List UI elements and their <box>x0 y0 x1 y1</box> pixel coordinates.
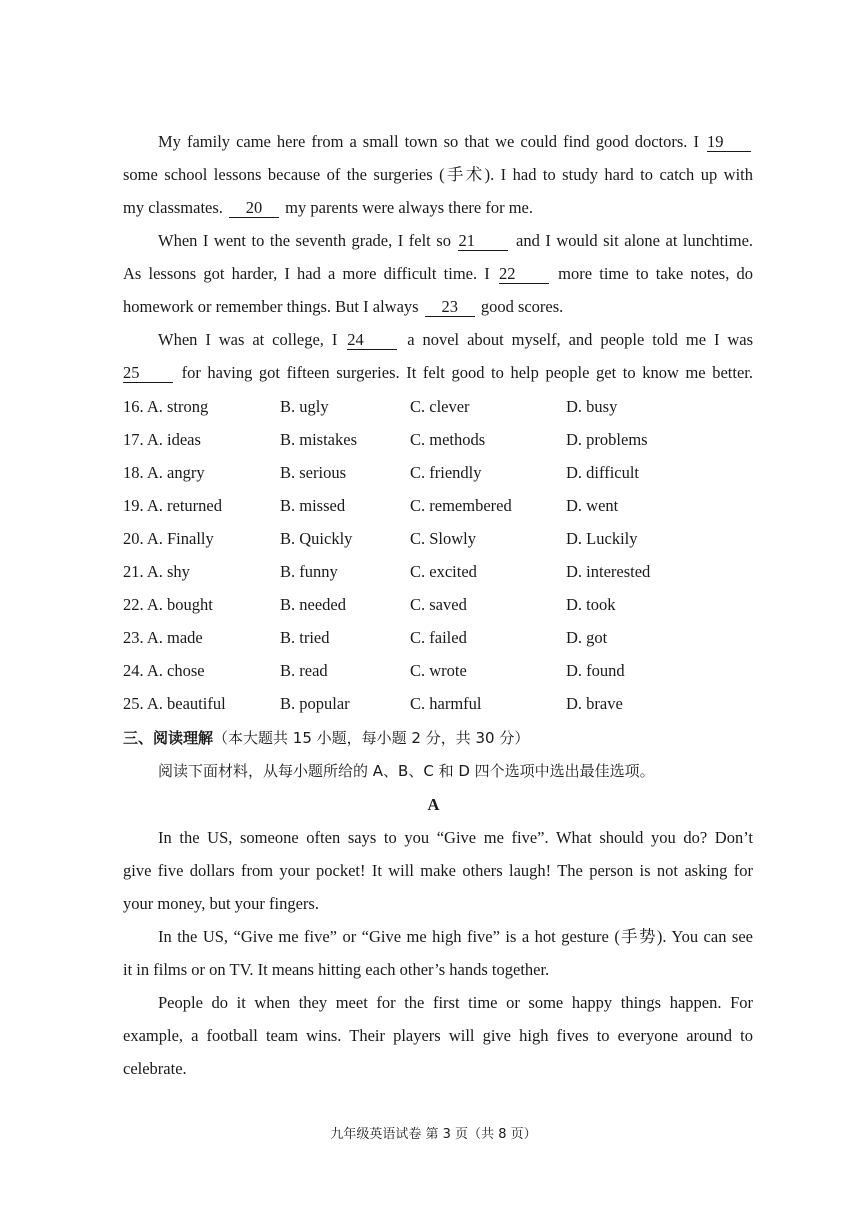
option-c: C. failed <box>410 628 467 647</box>
blank-23: 23 <box>425 298 475 317</box>
question-20-options <box>123 528 753 550</box>
option-a: 17. A. ideas <box>123 430 201 449</box>
option-b: B. funny <box>280 562 338 581</box>
cloze-line-1 <box>158 131 753 153</box>
text: My family came here from a small town so that we could find good doctors. I <box>158 132 699 151</box>
option-a: 20. A. Finally <box>123 529 214 548</box>
option-d: D. got <box>566 628 608 647</box>
option-b: B. Quickly <box>280 529 353 548</box>
option-b: B. mistakes <box>280 430 357 449</box>
blank-24: 24 <box>347 331 397 350</box>
question-23-options <box>123 627 753 649</box>
blank-20: 20 <box>229 199 279 218</box>
text: good scores. <box>480 297 564 316</box>
blank-25: 25 <box>123 364 173 383</box>
text: my classmates. <box>123 198 223 217</box>
passage-a-line-1: In the US, someone often says to you “Give me five”. What should you do? Don’t <box>158 828 753 847</box>
option-c: C. remembered <box>410 496 512 515</box>
option-a: 24. A. chose <box>123 661 205 680</box>
option-c: C. methods <box>410 430 486 449</box>
option-b: B. needed <box>280 595 346 614</box>
passage-heading: A <box>427 795 440 814</box>
option-b: B. read <box>280 661 328 680</box>
option-c: C. harmful <box>410 694 482 713</box>
cloze-line-5 <box>123 263 753 285</box>
option-c: C. friendly <box>410 463 482 482</box>
text: When I went to the seventh grade, I felt so <box>158 231 451 250</box>
option-c: C. clever <box>410 397 470 416</box>
question-21-options <box>123 561 753 583</box>
cloze-line-6 <box>123 296 753 318</box>
option-b: B. tried <box>280 628 330 647</box>
passage-a-line-3: your money, but your fingers. <box>123 894 319 913</box>
option-d: D. Luckily <box>566 529 638 548</box>
blank-21: 21 <box>458 232 508 251</box>
section-3-instruction: 阅读下面材料，从每小题所给的 A、B、C 和 D 四个选项中选出最佳选项。 <box>158 762 655 780</box>
option-d: D. difficult <box>566 463 640 482</box>
question-24-options <box>123 660 753 682</box>
text: my parents were always there for me. <box>285 198 534 217</box>
question-16-options <box>123 396 753 418</box>
option-d: D. problems <box>566 430 648 449</box>
cloze-line-2 <box>123 164 753 186</box>
option-c: C. wrote <box>410 661 467 680</box>
question-18-options <box>123 462 753 484</box>
section-3-title <box>123 727 529 749</box>
section-title-text: 三、阅读理解 <box>123 729 214 747</box>
option-c: C. excited <box>410 562 477 581</box>
page-footer: 九年级英语试卷 第 3 页（共 8 页） <box>330 1127 537 1142</box>
option-d: D. went <box>566 496 619 515</box>
text: more time to take notes, do <box>558 264 754 283</box>
option-b: B. popular <box>280 694 350 713</box>
blank-22: 22 <box>499 265 549 284</box>
passage-a-line-4: In the US, “Give me five” or “Give me high five” is a hot gesture (手势). You can see <box>158 927 753 946</box>
option-a: 16. A. strong <box>123 397 209 416</box>
passage-a-line-5: it in films or on TV. It means hitting each other’s hands together. <box>123 960 550 979</box>
text: and I would sit alone at lunchtime. <box>516 231 754 250</box>
question-19-options <box>123 495 753 517</box>
option-c: C. saved <box>410 595 467 614</box>
text: homework or remember things. But I always <box>123 297 419 316</box>
question-17-options <box>123 429 753 451</box>
option-d: D. took <box>566 595 616 614</box>
text: for having got fifteen surgeries. It felt good to help people get to know me better. <box>181 363 753 382</box>
section-note: （本大题共 15 小题，每小题 2 分，共 30 分） <box>213 729 530 747</box>
option-b: B. missed <box>280 496 346 515</box>
passage-a-line-7: example, a football team wins. Their players will give high fives to everyone around to <box>123 1026 753 1045</box>
text: When I was at college, I <box>158 330 338 349</box>
text: a novel about myself, and people told me I was <box>407 330 754 349</box>
option-a: 19. A. returned <box>123 496 222 515</box>
option-a: 23. A. made <box>123 628 203 647</box>
option-c: C. Slowly <box>410 529 477 548</box>
text: As lessons got harder, I had a more difficult time. I <box>123 264 490 283</box>
option-a: 18. A. angry <box>123 463 205 482</box>
option-b: B. serious <box>280 463 346 482</box>
option-b: B. ugly <box>280 397 329 416</box>
option-a: 21. A. shy <box>123 562 190 581</box>
cloze-line-7 <box>158 329 753 351</box>
passage-a-line-2: give five dollars from your pocket! It will make others laugh! The person is not asking for <box>123 861 753 880</box>
question-22-options <box>123 594 753 616</box>
cloze-line-3 <box>123 197 753 219</box>
option-d: D. busy <box>566 397 618 416</box>
cloze-line-4 <box>158 230 753 252</box>
passage-a-line-6: People do it when they meet for the first time or some happy things happen. For <box>158 993 753 1012</box>
question-25-options <box>123 693 753 715</box>
passage-a-line-8: celebrate. <box>123 1059 187 1078</box>
option-a: 22. A. bought <box>123 595 213 614</box>
blank-19: 19 <box>707 133 751 152</box>
option-a: 25. A. beautiful <box>123 694 226 713</box>
cloze-line-8 <box>123 362 753 384</box>
option-d: D. interested <box>566 562 651 581</box>
option-d: D. brave <box>566 694 623 713</box>
option-d: D. found <box>566 661 625 680</box>
text: some school lessons because of the surgeries (手术). I had to study hard to catch up with <box>123 165 753 184</box>
